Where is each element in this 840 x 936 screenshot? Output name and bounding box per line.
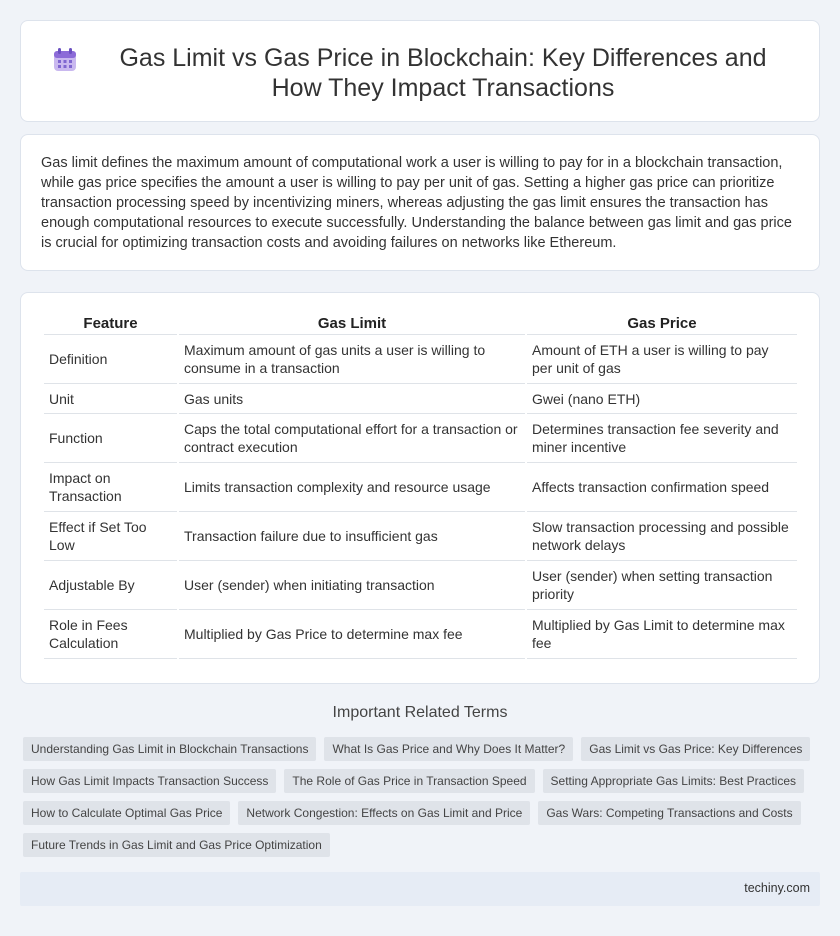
table-row: [44, 414, 797, 463]
gas-limit-cell: Transaction failure due to insufficient gas: [179, 512, 525, 561]
related-term-link[interactable]: Gas Limit vs Gas Price: Key Differences: [581, 737, 810, 761]
gas-limit-cell: Limits transaction complexity and resource usage: [179, 463, 525, 512]
table-row: [44, 610, 797, 659]
related-term-link[interactable]: What Is Gas Price and Why Does It Matter?: [324, 737, 573, 761]
intro-paragraph: Gas limit defines the maximum amount of computational work a user is willing to pay for in a blockchain transaction, while gas price specifies the amount a user is willing to pay per unit of gas. Setting a higher gas price can prioritize transaction processing speed by incentivizing miners, whereas adjusting the gas limit ensures the transaction has enough computational resources to execute successfully. Understanding the balance between gas limit and gas price is crucial for optimizing transaction costs and avoiding failures on networks like Ethereum.: [41, 155, 792, 251]
table-row: [44, 561, 797, 610]
footer: [20, 872, 820, 906]
gas-limit-cell: Maximum amount of gas units a user is willing to consume in a transaction: [179, 335, 525, 384]
table-row: [44, 335, 797, 384]
gas-limit-cell: Gas units: [179, 384, 525, 414]
related-term-link[interactable]: Future Trends in Gas Limit and Gas Price Optimization: [23, 833, 330, 857]
feature-cell: Adjustable By: [44, 561, 177, 610]
gas-limit-cell: Multiplied by Gas Price to determine max fee: [179, 610, 525, 659]
related-terms-list: [23, 737, 823, 865]
feature-cell: Function: [44, 414, 177, 463]
gas-price-cell: User (sender) when setting transaction priority: [527, 561, 797, 610]
related-term-link[interactable]: How Gas Limit Impacts Transaction Success: [23, 769, 276, 793]
table-header-row: [44, 313, 797, 335]
title-row: [21, 21, 819, 103]
related-term-link[interactable]: Network Congestion: Effects on Gas Limit and Price: [238, 801, 530, 825]
calendar-icon: [52, 47, 78, 73]
footer-site-name[interactable]: techiny.com: [744, 881, 810, 895]
comparison-table: [42, 313, 799, 659]
header-gas-limit: Gas Limit: [179, 313, 525, 335]
related-terms-title: Important Related Terms: [332, 704, 508, 721]
feature-cell: Role in Fees Calculation: [44, 610, 177, 659]
gas-price-cell: Slow transaction processing and possible network delays: [527, 512, 797, 561]
header-feature: Feature: [44, 313, 177, 335]
related-term-link[interactable]: Understanding Gas Limit in Blockchain Transactions: [23, 737, 316, 761]
gas-price-cell: Multiplied by Gas Limit to determine max fee: [527, 610, 797, 659]
gas-price-cell: Gwei (nano ETH): [527, 384, 797, 414]
related-term-link[interactable]: Gas Wars: Competing Transactions and Costs: [538, 801, 800, 825]
gas-price-cell: Determines transaction fee severity and miner incentive: [527, 414, 797, 463]
gas-price-cell: Affects transaction confirmation speed: [527, 463, 797, 512]
intro-card: [20, 134, 820, 271]
header-card: [20, 20, 820, 122]
related-term-link[interactable]: How to Calculate Optimal Gas Price: [23, 801, 230, 825]
comparison-table-card: [20, 292, 820, 684]
table-row: [44, 384, 797, 414]
related-term-link[interactable]: The Role of Gas Price in Transaction Speed: [284, 769, 534, 793]
table-row: [44, 463, 797, 512]
related-term-link[interactable]: Setting Appropriate Gas Limits: Best Practices: [543, 769, 804, 793]
feature-cell: Effect if Set Too Low: [44, 512, 177, 561]
header-gas-price: Gas Price: [527, 313, 797, 335]
feature-cell: Unit: [44, 384, 177, 414]
page-title: Gas Limit vs Gas Price in Blockchain: Key Differences and How They Impact Transactions: [119, 44, 767, 102]
gas-limit-cell: User (sender) when initiating transaction: [179, 561, 525, 610]
feature-cell: Impact on Transaction: [44, 463, 177, 512]
gas-price-cell: Amount of ETH a user is willing to pay per unit of gas: [527, 335, 797, 384]
table-row: [44, 512, 797, 561]
gas-limit-cell: Caps the total computational effort for a transaction or contract execution: [179, 414, 525, 463]
feature-cell: Definition: [44, 335, 177, 384]
